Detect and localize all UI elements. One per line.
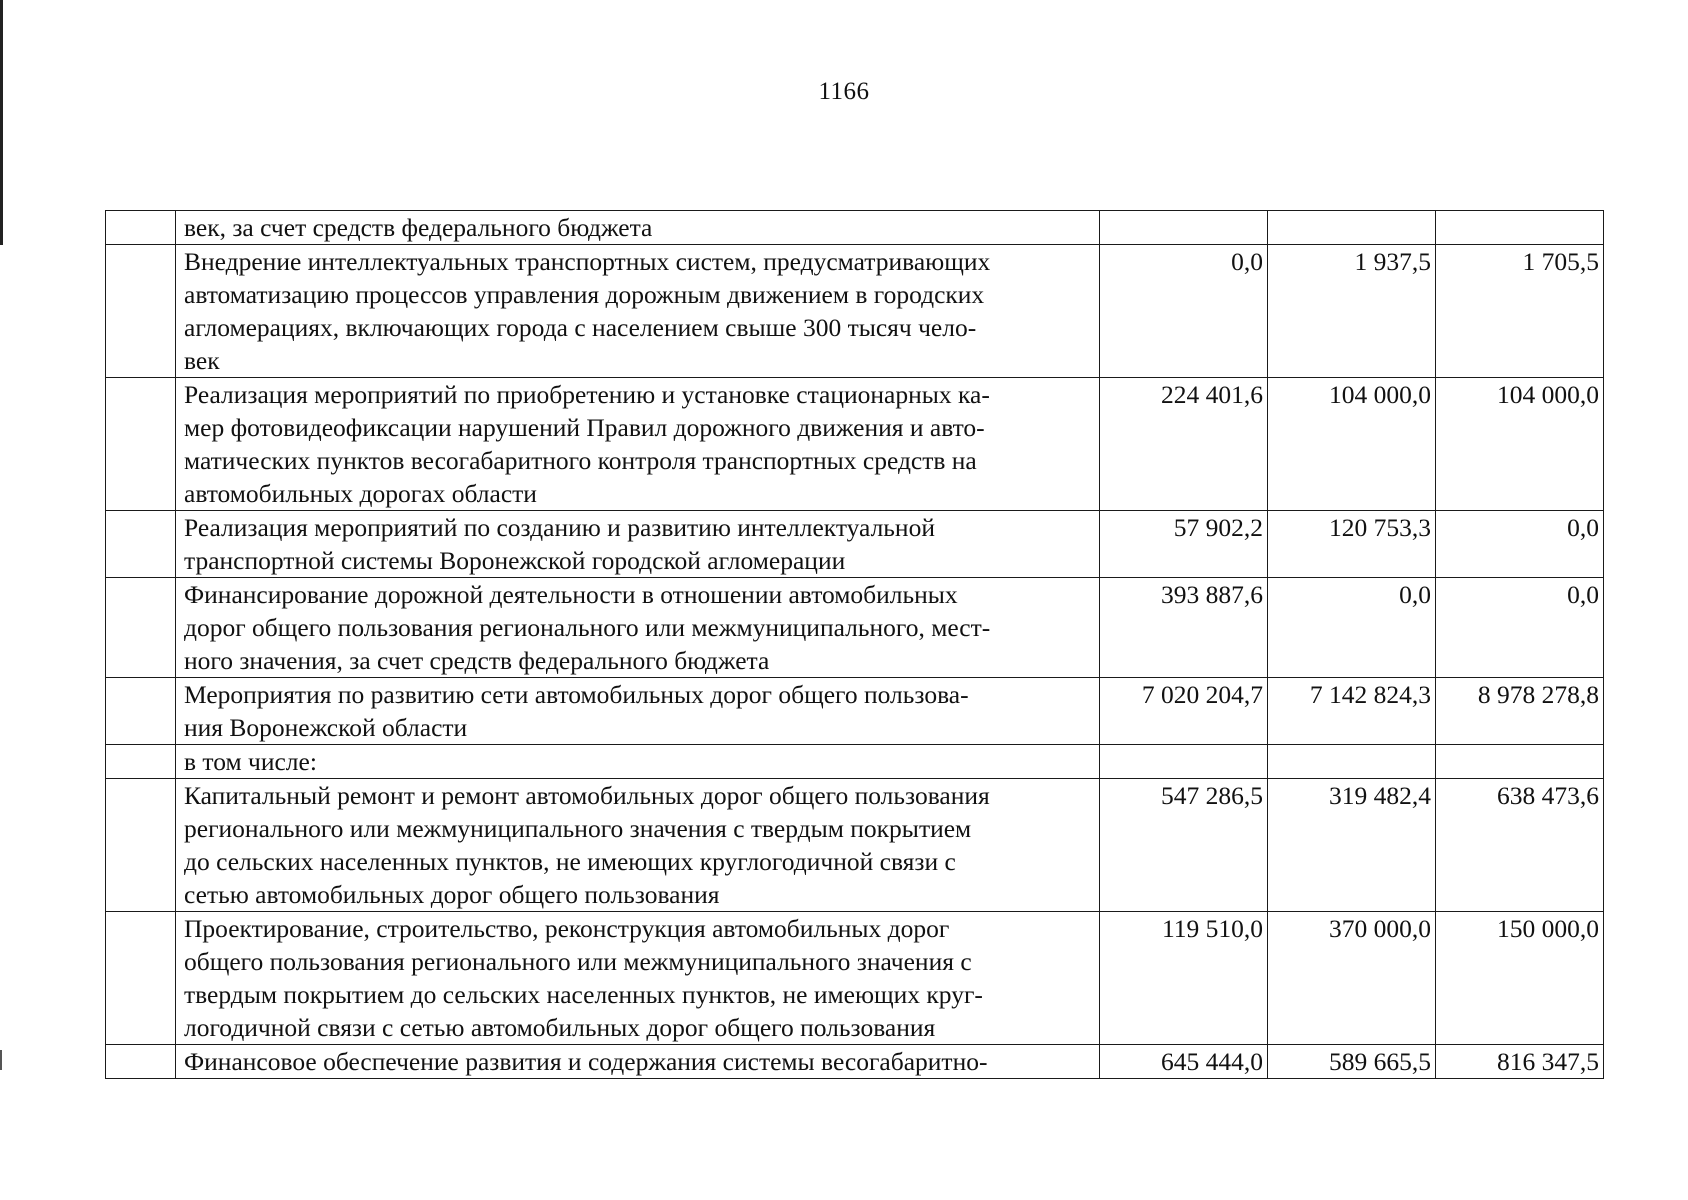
scan-edge-mark [0,0,3,245]
description-line: Внедрение интеллектуальных транспортных систем, предусматривающих [184,247,991,276]
row-index-cell [106,1045,176,1079]
description-line: дорог общего пользования регионального или межмуниципального, мест- [184,613,991,642]
value-cell-3 [1436,211,1604,245]
description-line: Мероприятия по развитию сети автомобильных дорог общего пользова- [184,680,969,709]
row-index-cell [106,745,176,779]
value-cell-3: 0,0 [1436,511,1604,578]
description-line: транспортной системы Воронежской городской агломерации [184,546,846,575]
table-row [106,1045,1604,1079]
value-cell-2: 0,0 [1268,578,1436,678]
description-line: Реализация мероприятий по созданию и развитию интеллектуальной [184,513,935,542]
description-line: Капитальный ремонт и ремонт автомобильных дорог общего пользования [184,781,990,810]
row-description-cell [176,211,1100,245]
value-cell-1: 547 286,5 [1100,779,1268,912]
row-index-cell [106,378,176,511]
value-cell-1: 645 444,0 [1100,1045,1268,1079]
table-row [106,912,1604,1045]
value-cell-2 [1268,211,1436,245]
table-row [106,245,1604,378]
description-line: до сельских населенных пунктов, не имеющих круглогодичной связи с [184,847,956,876]
value-cell-1: 224 401,6 [1100,378,1268,511]
page-number: 1166 [818,78,870,105]
table-row [106,779,1604,912]
value-cell-3: 638 473,6 [1436,779,1604,912]
row-description-cell [176,779,1100,912]
value-cell-3: 8 978 278,8 [1436,678,1604,745]
row-index-cell [106,678,176,745]
row-index-cell [106,245,176,378]
value-cell-1: 393 887,6 [1100,578,1268,678]
description-line: в том числе: [184,747,317,776]
table-row [106,745,1604,779]
value-cell-1: 119 510,0 [1100,912,1268,1045]
row-description-cell [176,578,1100,678]
description-line: логодичной связи с сетью автомобильных дорог общего пользования [184,1013,936,1042]
value-cell-2: 370 000,0 [1268,912,1436,1045]
value-cell-2: 1 937,5 [1268,245,1436,378]
row-description-cell [176,1045,1100,1079]
value-cell-3: 0,0 [1436,578,1604,678]
description-line: общего пользования регионального или межмуниципального значения с [184,947,972,976]
description-line: ния Воронежской области [184,713,468,742]
value-cell-1 [1100,211,1268,245]
row-description-cell [176,745,1100,779]
row-description-cell [176,378,1100,511]
row-description-cell [176,245,1100,378]
description-line: век, за счет средств федерального бюджета [184,213,653,242]
value-cell-3: 150 000,0 [1436,912,1604,1045]
description-line: мер фотовидеофиксации нарушений Правил дорожного движения и авто- [184,413,985,442]
description-line: автомобильных дорогах области [184,479,537,508]
description-line: матических пунктов весогабаритного контроля транспортных средств на [184,446,977,475]
row-description-cell [176,912,1100,1045]
description-line: сетью автомобильных дорог общего пользования [184,880,720,909]
row-index-cell [106,578,176,678]
description-line: Финансирование дорожной деятельности в отношении автомобильных [184,580,958,609]
description-line: век [184,346,220,375]
description-line: регионального или межмуниципального значения с твердым покрытием [184,814,972,843]
description-line: автоматизацию процессов управления дорожным движением в городских [184,280,985,309]
value-cell-1: 57 902,2 [1100,511,1268,578]
row-index-cell [106,211,176,245]
value-cell-2: 319 482,4 [1268,779,1436,912]
value-cell-2: 120 753,3 [1268,511,1436,578]
description-line: твердым покрытием до сельских населенных пунктов, не имеющих круг- [184,980,983,1009]
value-cell-1: 7 020 204,7 [1100,678,1268,745]
value-cell-3: 816 347,5 [1436,1045,1604,1079]
value-cell-2 [1268,745,1436,779]
value-cell-3: 1 705,5 [1436,245,1604,378]
row-index-cell [106,511,176,578]
scan-edge-mark [0,1050,2,1070]
value-cell-2: 7 142 824,3 [1268,678,1436,745]
description-line: ного значения, за счет средств федерального бюджета [184,646,770,675]
value-cell-3: 104 000,0 [1436,378,1604,511]
description-line: Финансовое обеспечение развития и содержания системы весогабаритно- [184,1047,988,1076]
description-line: Реализация мероприятий по приобретению и установке стационарных ка- [184,380,990,409]
description-line: Проектирование, строительство, реконструкция автомобильных дорог [184,914,950,943]
value-cell-3 [1436,745,1604,779]
budget-table-body [106,211,1604,1079]
table-row [106,511,1604,578]
value-cell-2: 104 000,0 [1268,378,1436,511]
table-row [106,378,1604,511]
table-row [106,578,1604,678]
table-row [106,211,1604,245]
value-cell-2: 589 665,5 [1268,1045,1436,1079]
row-description-cell [176,678,1100,745]
value-cell-1 [1100,745,1268,779]
table-row [106,678,1604,745]
row-index-cell [106,912,176,1045]
row-description-cell [176,511,1100,578]
description-line: агломерациях, включающих города с населением свыше 300 тысяч чело- [184,313,977,342]
budget-table [105,210,1604,1079]
value-cell-1: 0,0 [1100,245,1268,378]
row-index-cell [106,779,176,912]
